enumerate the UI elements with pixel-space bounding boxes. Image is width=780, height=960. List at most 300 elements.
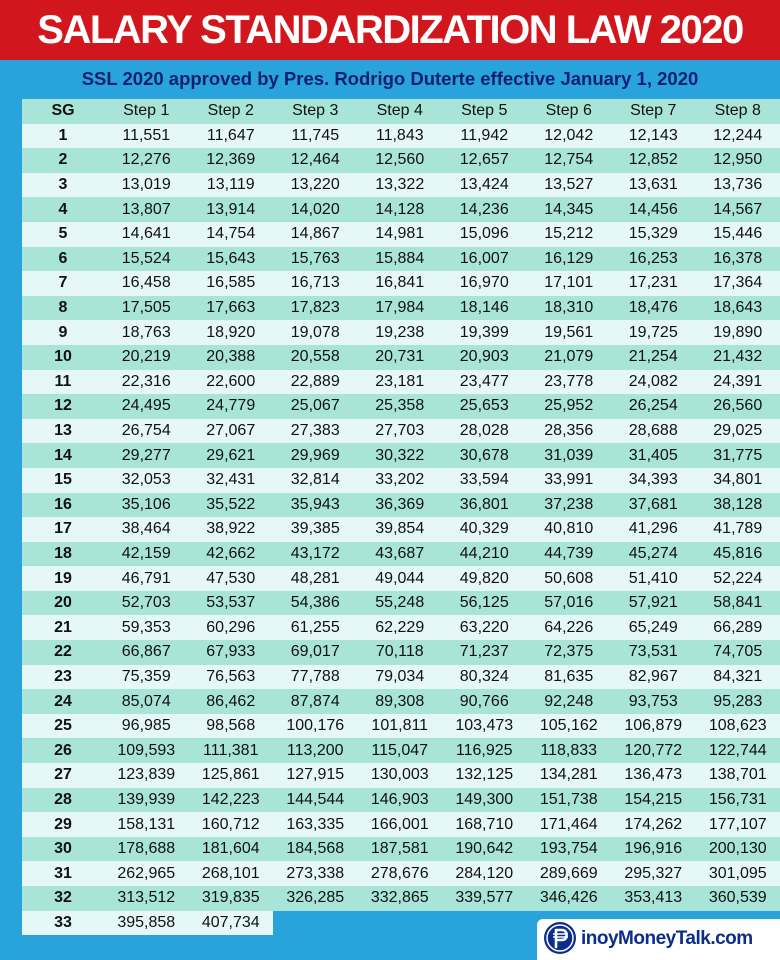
table-row [22, 886, 780, 911]
salary-value-cell: 28,028 [459, 422, 509, 440]
salary-value-cell: 14,020 [290, 200, 340, 218]
table-row [22, 197, 780, 222]
salary-value-cell: 84,321 [713, 667, 763, 685]
salary-value-cell: 23,181 [375, 372, 425, 390]
salary-value-cell: 12,560 [375, 151, 425, 169]
salary-value-cell: 339,577 [455, 889, 514, 907]
salary-value-cell: 96,985 [121, 717, 171, 735]
salary-value-cell: 166,001 [370, 815, 429, 833]
salary-value-cell: 13,119 [206, 176, 255, 194]
table-row [22, 247, 780, 272]
salary-grade-cell: 32 [54, 889, 72, 907]
salary-value-cell: 26,754 [121, 422, 171, 440]
salary-value-cell: 38,922 [206, 520, 256, 538]
salary-value-cell: 15,096 [459, 225, 509, 243]
salary-value-cell: 313,512 [117, 889, 176, 907]
salary-value-cell: 48,281 [290, 569, 340, 587]
salary-value-cell: 37,238 [544, 495, 594, 513]
empty-cell [358, 911, 443, 936]
salary-value-cell: 158,131 [117, 815, 176, 833]
salary-value-cell: 187,581 [370, 840, 429, 858]
table-row [22, 222, 780, 247]
salary-grade-table [22, 99, 780, 935]
salary-value-cell: 12,852 [628, 151, 678, 169]
salary-value-cell: 19,238 [375, 323, 425, 341]
salary-value-cell: 326,285 [286, 889, 345, 907]
salary-value-cell: 14,345 [544, 200, 594, 218]
table-row [22, 493, 780, 518]
salary-value-cell: 49,044 [375, 569, 425, 587]
salary-value-cell: 19,399 [459, 323, 509, 341]
salary-value-cell: 319,835 [201, 889, 260, 907]
salary-value-cell: 85,074 [121, 692, 171, 710]
salary-value-cell: 295,327 [624, 864, 683, 882]
salary-value-cell: 26,254 [628, 397, 678, 415]
salary-grade-cell: 16 [54, 495, 72, 513]
table-row [22, 394, 780, 419]
salary-value-cell: 12,657 [459, 151, 509, 169]
salary-value-cell: 14,236 [459, 200, 509, 218]
salary-value-cell: 395,858 [104, 911, 189, 936]
salary-value-cell: 45,816 [713, 544, 763, 562]
salary-value-cell: 36,801 [459, 495, 509, 513]
salary-value-cell: 171,464 [539, 815, 598, 833]
table-row [22, 124, 780, 149]
salary-value-cell: 15,643 [206, 249, 256, 267]
salary-value-cell: 346,426 [539, 889, 598, 907]
salary-value-cell: 15,212 [544, 225, 594, 243]
salary-table-container [22, 99, 780, 935]
salary-value-cell: 64,226 [544, 618, 594, 636]
salary-value-cell: 12,244 [713, 126, 763, 144]
salary-grade-cell: 14 [54, 446, 72, 464]
salary-value-cell: 16,129 [544, 249, 594, 267]
salary-value-cell: 138,701 [708, 766, 767, 784]
salary-value-cell: 168,710 [455, 815, 514, 833]
empty-cell [273, 911, 358, 936]
salary-value-cell: 98,568 [206, 717, 256, 735]
salary-grade-cell: 33 [22, 911, 104, 936]
salary-value-cell: 41,296 [628, 520, 678, 538]
subtitle-banner [0, 60, 780, 98]
salary-value-cell: 16,007 [459, 249, 509, 267]
salary-value-cell: 30,678 [459, 446, 509, 464]
salary-value-cell: 46,791 [121, 569, 171, 587]
salary-value-cell: 118,833 [540, 741, 598, 759]
salary-value-cell: 19,725 [628, 323, 678, 341]
salary-value-cell: 86,462 [206, 692, 256, 710]
salary-value-cell: 353,413 [624, 889, 683, 907]
salary-value-cell: 14,641 [121, 225, 171, 243]
salary-value-cell: 35,943 [290, 495, 340, 513]
salary-value-cell: 31,405 [628, 446, 678, 464]
salary-value-cell: 27,067 [206, 422, 256, 440]
column-header-step-5: Step 5 [461, 102, 508, 120]
salary-value-cell: 74,705 [713, 643, 763, 661]
salary-value-cell: 178,688 [117, 840, 176, 858]
salary-grade-cell: 2 [58, 151, 68, 169]
salary-value-cell: 163,335 [286, 815, 345, 833]
salary-value-cell: 14,128 [375, 200, 425, 218]
salary-value-cell: 38,128 [713, 495, 763, 513]
salary-value-cell: 24,391 [713, 372, 763, 390]
table-row [22, 566, 780, 591]
salary-grade-cell: 8 [58, 299, 68, 317]
salary-value-cell: 101,811 [371, 717, 429, 735]
salary-value-cell: 58,841 [713, 594, 763, 612]
logo-wordmark: inoyMoneyTalk.com [581, 928, 753, 949]
salary-value-cell: 144,544 [286, 790, 345, 808]
salary-grade-cell: 13 [54, 422, 72, 440]
salary-value-cell: 103,473 [455, 717, 514, 735]
salary-value-cell: 41,789 [713, 520, 763, 538]
salary-value-cell: 14,754 [206, 225, 256, 243]
salary-value-cell: 125,861 [201, 766, 260, 784]
salary-grade-cell: 1 [58, 126, 68, 144]
salary-value-cell: 21,079 [544, 348, 594, 366]
salary-value-cell: 16,378 [713, 249, 763, 267]
column-header-step-2: Step 2 [207, 102, 254, 120]
salary-value-cell: 109,593 [117, 741, 176, 759]
salary-value-cell: 25,358 [375, 397, 425, 415]
table-row [22, 788, 780, 813]
salary-value-cell: 44,210 [459, 544, 509, 562]
table-row [22, 615, 780, 640]
salary-value-cell: 136,473 [624, 766, 683, 784]
page-subtitle: SSL 2020 approved by Pres. Rodrigo Duterte effective January 1, 2020 [81, 68, 699, 89]
salary-grade-cell: 17 [54, 520, 72, 538]
salary-value-cell: 13,631 [628, 176, 678, 194]
column-header-step-8: Step 8 [714, 102, 761, 120]
salary-value-cell: 89,308 [375, 692, 425, 710]
salary-value-cell: 123,839 [117, 766, 176, 784]
salary-grade-cell: 3 [58, 176, 68, 194]
table-row [22, 443, 780, 468]
table-row [22, 738, 780, 763]
salary-grade-cell: 24 [54, 692, 72, 710]
salary-value-cell: 26,560 [713, 397, 763, 415]
salary-value-cell: 11,745 [291, 126, 340, 144]
salary-value-cell: 22,600 [206, 372, 256, 390]
table-row [22, 148, 780, 173]
salary-value-cell: 19,890 [713, 323, 763, 341]
salary-value-cell: 44,739 [544, 544, 594, 562]
salary-grade-cell: 31 [54, 864, 72, 882]
salary-value-cell: 12,369 [206, 151, 256, 169]
salary-value-cell: 65,249 [628, 618, 678, 636]
salary-value-cell: 75,359 [121, 667, 171, 685]
salary-value-cell: 108,623 [708, 717, 767, 735]
salary-value-cell: 66,289 [713, 618, 763, 636]
table-row [22, 370, 780, 395]
table-row [22, 345, 780, 370]
salary-value-cell: 132,125 [455, 766, 514, 784]
salary-grade-cell: 15 [54, 471, 72, 489]
table-row [22, 837, 780, 862]
salary-value-cell: 52,224 [713, 569, 763, 587]
salary-value-cell: 82,967 [628, 667, 678, 685]
salary-value-cell: 61,255 [290, 618, 340, 636]
salary-value-cell: 15,763 [290, 249, 340, 267]
salary-value-cell: 37,681 [628, 495, 678, 513]
pinoymoneytalk-logo [537, 919, 780, 960]
salary-value-cell: 13,424 [459, 176, 509, 194]
salary-value-cell: 50,608 [544, 569, 594, 587]
salary-value-cell: 60,296 [206, 618, 256, 636]
table-row [22, 714, 780, 739]
salary-value-cell: 24,495 [121, 397, 171, 415]
salary-value-cell: 70,118 [375, 643, 424, 661]
table-row [22, 468, 780, 493]
salary-value-cell: 18,146 [459, 299, 509, 317]
salary-grade-cell: 9 [58, 323, 68, 341]
salary-value-cell: 42,662 [206, 544, 256, 562]
table-row [22, 419, 780, 444]
salary-grade-cell: 29 [54, 815, 72, 833]
salary-grade-cell: 19 [54, 569, 72, 587]
salary-value-cell: 12,950 [713, 151, 763, 169]
table-row [22, 296, 780, 321]
salary-grade-cell: 27 [54, 766, 72, 784]
table-row [22, 812, 780, 837]
salary-value-cell: 27,383 [290, 422, 340, 440]
salary-value-cell: 407,734 [189, 911, 274, 936]
salary-value-cell: 14,567 [713, 200, 763, 218]
salary-value-cell: 17,364 [713, 274, 763, 292]
salary-value-cell: 39,385 [290, 520, 340, 538]
peso-coin-icon [543, 921, 577, 955]
salary-value-cell: 81,635 [544, 667, 594, 685]
salary-value-cell: 16,841 [375, 274, 425, 292]
salary-value-cell: 69,017 [290, 643, 340, 661]
column-header-step-3: Step 3 [292, 102, 339, 120]
salary-value-cell: 32,814 [290, 471, 340, 489]
salary-value-cell: 34,801 [713, 471, 763, 489]
salary-value-cell: 146,903 [370, 790, 429, 808]
salary-value-cell: 14,981 [375, 225, 425, 243]
table-row [22, 665, 780, 690]
table-row [22, 861, 780, 886]
salary-value-cell: 113,200 [286, 741, 344, 759]
salary-grade-cell: 4 [58, 200, 68, 218]
salary-value-cell: 134,281 [539, 766, 598, 784]
salary-value-cell: 21,432 [713, 348, 763, 366]
salary-grade-cell: 25 [54, 717, 72, 735]
salary-value-cell: 11,942 [460, 126, 509, 144]
salary-grade-cell: 30 [54, 840, 72, 858]
salary-value-cell: 43,172 [290, 544, 340, 562]
salary-value-cell: 87,874 [290, 692, 340, 710]
salary-value-cell: 39,854 [375, 520, 425, 538]
salary-grade-cell: 10 [54, 348, 72, 366]
salary-value-cell: 301,095 [708, 864, 767, 882]
salary-value-cell: 57,016 [544, 594, 594, 612]
salary-value-cell: 332,865 [370, 889, 429, 907]
salary-value-cell: 17,231 [628, 274, 678, 292]
salary-value-cell: 154,215 [624, 790, 683, 808]
salary-value-cell: 24,779 [206, 397, 256, 415]
salary-value-cell: 13,914 [206, 200, 256, 218]
salary-value-cell: 80,324 [459, 667, 509, 685]
column-header-step-6: Step 6 [545, 102, 592, 120]
salary-value-cell: 142,223 [201, 790, 260, 808]
salary-grade-cell: 11 [54, 372, 72, 390]
salary-value-cell: 29,277 [121, 446, 171, 464]
salary-value-cell: 92,248 [544, 692, 594, 710]
salary-value-cell: 17,823 [290, 299, 340, 317]
salary-value-cell: 12,143 [628, 126, 678, 144]
salary-value-cell: 156,731 [708, 790, 767, 808]
salary-value-cell: 12,042 [544, 126, 594, 144]
salary-value-cell: 106,879 [624, 717, 683, 735]
salary-value-cell: 90,766 [459, 692, 509, 710]
salary-value-cell: 11,647 [206, 126, 255, 144]
salary-value-cell: 14,867 [290, 225, 340, 243]
salary-value-cell: 18,476 [628, 299, 678, 317]
salary-value-cell: 43,687 [375, 544, 425, 562]
salary-value-cell: 79,034 [375, 667, 425, 685]
salary-value-cell: 22,889 [290, 372, 340, 390]
salary-value-cell: 17,663 [206, 299, 256, 317]
salary-value-cell: 115,047 [371, 741, 429, 759]
salary-value-cell: 25,067 [290, 397, 340, 415]
salary-value-cell: 13,736 [713, 176, 763, 194]
salary-value-cell: 29,621 [206, 446, 256, 464]
salary-value-cell: 13,019 [121, 176, 171, 194]
salary-value-cell: 22,316 [121, 372, 171, 390]
salary-value-cell: 15,329 [628, 225, 678, 243]
salary-value-cell: 18,920 [206, 323, 256, 341]
salary-value-cell: 56,125 [459, 594, 509, 612]
salary-value-cell: 20,731 [375, 348, 425, 366]
salary-value-cell: 16,970 [459, 274, 509, 292]
salary-value-cell: 54,386 [290, 594, 340, 612]
salary-value-cell: 151,738 [539, 790, 598, 808]
salary-value-cell: 25,952 [544, 397, 594, 415]
salary-grade-cell: 21 [54, 618, 72, 636]
salary-value-cell: 29,025 [713, 422, 763, 440]
salary-grade-cell: 23 [54, 667, 72, 685]
salary-value-cell: 95,283 [713, 692, 763, 710]
salary-value-cell: 17,505 [121, 299, 171, 317]
salary-value-cell: 67,933 [206, 643, 256, 661]
table-header-row [22, 99, 780, 124]
column-header-sg: SG [51, 102, 75, 120]
empty-cell [442, 911, 527, 936]
salary-value-cell: 21,254 [628, 348, 678, 366]
salary-value-cell: 66,867 [121, 643, 171, 661]
salary-value-cell: 47,530 [206, 569, 256, 587]
salary-value-cell: 11,551 [122, 126, 171, 144]
salary-value-cell: 14,456 [628, 200, 678, 218]
salary-value-cell: 190,642 [455, 840, 514, 858]
salary-value-cell: 127,915 [286, 766, 345, 784]
salary-value-cell: 200,130 [708, 840, 767, 858]
salary-value-cell: 29,969 [290, 446, 340, 464]
salary-value-cell: 72,375 [544, 643, 594, 661]
salary-value-cell: 59,353 [121, 618, 171, 636]
table-row [22, 173, 780, 198]
salary-value-cell: 17,101 [544, 274, 594, 292]
salary-value-cell: 105,162 [539, 717, 598, 735]
salary-grade-cell: 20 [54, 594, 72, 612]
salary-value-cell: 284,120 [455, 864, 514, 882]
salary-value-cell: 19,078 [290, 323, 340, 341]
salary-value-cell: 53,537 [206, 594, 256, 612]
salary-grade-cell: 18 [54, 544, 72, 562]
salary-value-cell: 62,229 [375, 618, 425, 636]
salary-value-cell: 268,101 [201, 864, 260, 882]
salary-value-cell: 149,300 [455, 790, 514, 808]
title-banner [0, 0, 780, 60]
salary-value-cell: 36,369 [375, 495, 425, 513]
table-row [22, 517, 780, 542]
table-row [22, 542, 780, 567]
salary-value-cell: 360,539 [708, 889, 767, 907]
salary-grade-cell: 6 [58, 249, 68, 267]
column-header-step-1: Step 1 [123, 102, 170, 120]
salary-value-cell: 42,159 [121, 544, 171, 562]
salary-value-cell: 16,458 [121, 274, 171, 292]
salary-value-cell: 35,522 [206, 495, 256, 513]
table-row [22, 271, 780, 296]
salary-value-cell: 63,220 [459, 618, 509, 636]
salary-value-cell: 30,322 [375, 446, 425, 464]
salary-value-cell: 32,431 [206, 471, 256, 489]
salary-value-cell: 100,176 [286, 717, 345, 735]
salary-value-cell: 174,262 [624, 815, 683, 833]
salary-value-cell: 15,884 [375, 249, 425, 267]
column-header-step-7: Step 7 [630, 102, 677, 120]
salary-value-cell: 12,754 [544, 151, 594, 169]
salary-value-cell: 49,820 [459, 569, 509, 587]
salary-value-cell: 122,744 [708, 741, 767, 759]
salary-value-cell: 18,643 [713, 299, 763, 317]
salary-value-cell: 28,688 [628, 422, 678, 440]
salary-value-cell: 273,338 [286, 864, 345, 882]
salary-value-cell: 13,220 [290, 176, 340, 194]
salary-value-cell: 111,381 [203, 741, 259, 759]
salary-value-cell: 77,788 [290, 667, 340, 685]
salary-value-cell: 12,276 [121, 151, 171, 169]
table-row [22, 591, 780, 616]
salary-value-cell: 12,464 [290, 151, 340, 169]
salary-value-cell: 24,082 [628, 372, 678, 390]
column-header-step-4: Step 4 [376, 102, 423, 120]
salary-value-cell: 262,965 [117, 864, 176, 882]
salary-value-cell: 19,561 [544, 323, 594, 341]
salary-value-cell: 193,754 [539, 840, 598, 858]
salary-value-cell: 52,703 [121, 594, 171, 612]
salary-value-cell: 28,356 [544, 422, 594, 440]
salary-value-cell: 23,778 [544, 372, 594, 390]
salary-value-cell: 33,594 [459, 471, 509, 489]
salary-grade-cell: 22 [54, 643, 72, 661]
salary-grade-cell: 7 [58, 274, 68, 292]
salary-value-cell: 33,202 [375, 471, 425, 489]
page-title: SALARY STANDARDIZATION LAW 2020 [37, 7, 743, 52]
salary-value-cell: 33,991 [544, 471, 594, 489]
salary-value-cell: 27,703 [375, 422, 425, 440]
table-row [22, 763, 780, 788]
salary-value-cell: 55,248 [375, 594, 425, 612]
salary-value-cell: 16,253 [628, 249, 678, 267]
salary-value-cell: 278,676 [370, 864, 429, 882]
salary-value-cell: 71,237 [459, 643, 509, 661]
salary-value-cell: 23,477 [459, 372, 509, 390]
table-row [22, 689, 780, 714]
salary-value-cell: 31,039 [544, 446, 594, 464]
